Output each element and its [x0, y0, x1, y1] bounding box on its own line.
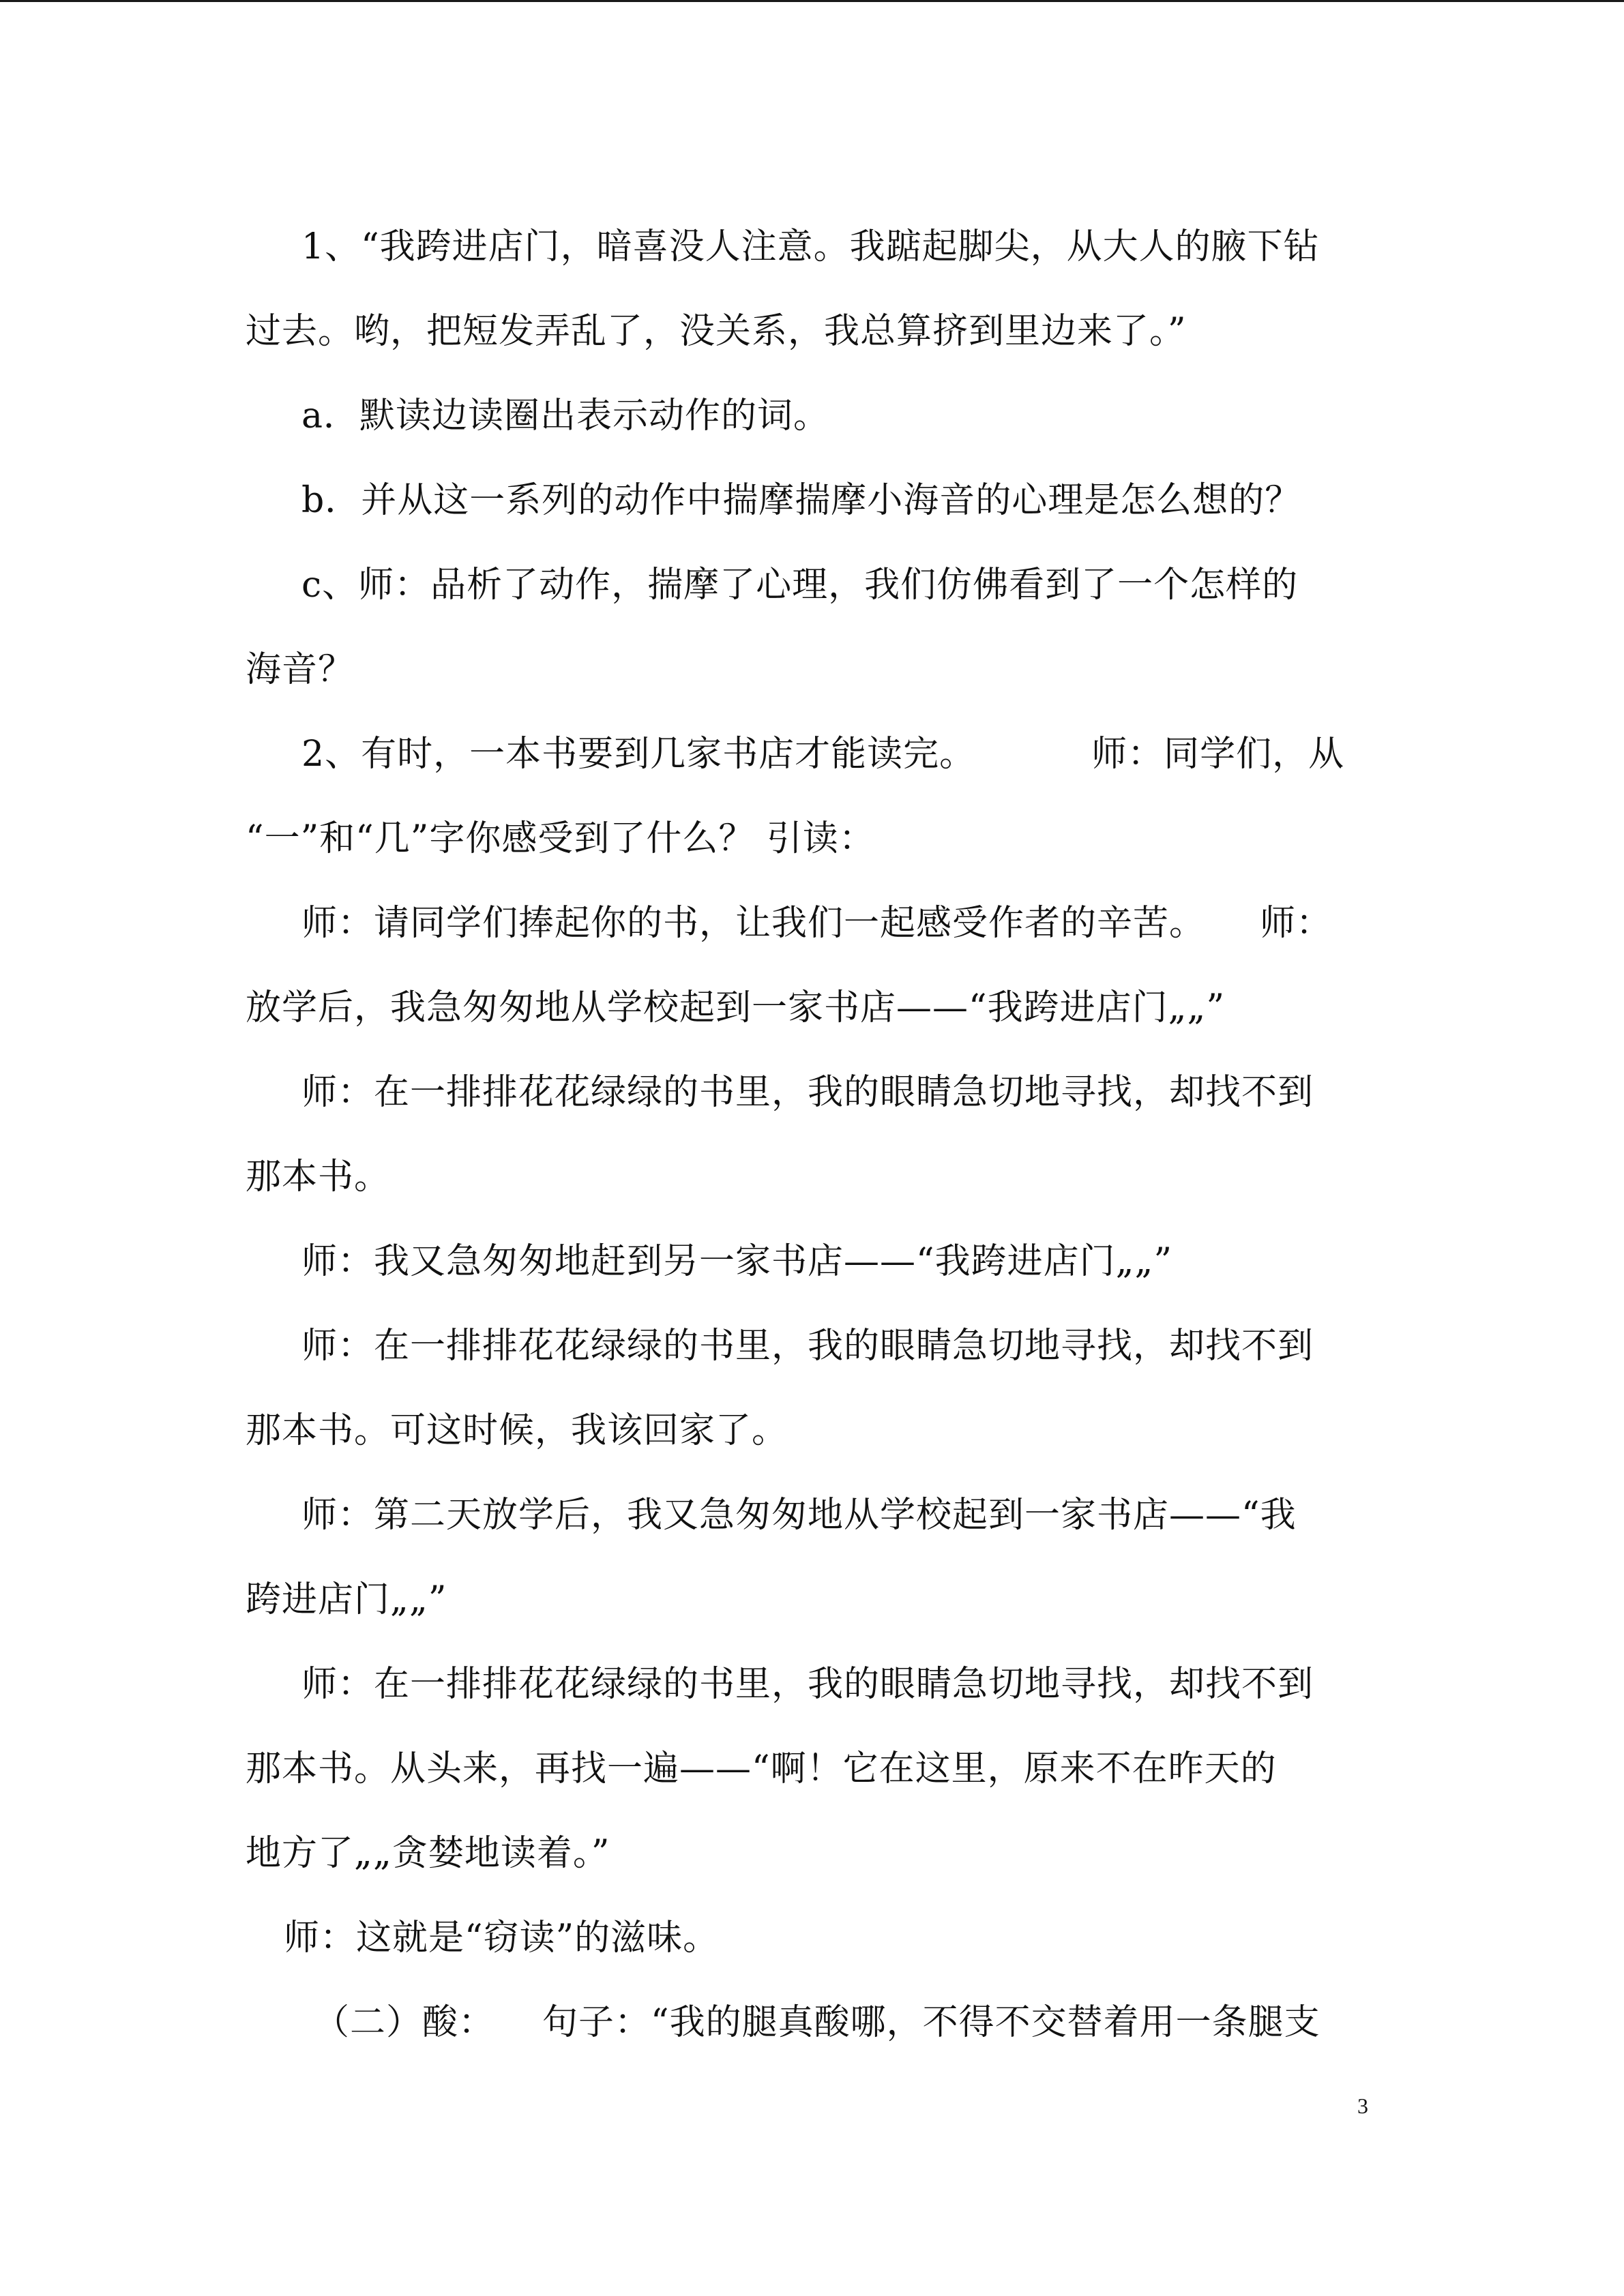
paragraph-line: 师：第二天放学后，我又急匆匆地从学校起到一家书店——“我: [301, 1495, 1297, 1536]
paragraph-segment: 师：同学们，从: [1091, 734, 1345, 775]
section-heading-line: [246, 1980, 1391, 2065]
section-heading: （二）酸：: [314, 2002, 495, 2043]
paragraph-line: 地方了„„贪婪地读着。”: [246, 1833, 610, 1874]
paragraph-line: a．默读边读圈出表示动作的词。: [301, 396, 830, 436]
paragraph-line: 那本书。可这时候，我该回家了。: [246, 1410, 788, 1451]
paragraph-segment: 师：: [1260, 903, 1333, 944]
paragraph-line: 师：这就是“窃读”的滋味。: [284, 1918, 720, 1958]
paragraph-line: 1、“我跨进店门，暗喜没人注意。我踮起脚尖，从大人的腋下钻: [301, 226, 1320, 267]
paragraph-line: 跨进店门„„”: [246, 1579, 447, 1620]
paragraph-line: 海音？: [246, 649, 355, 690]
paragraph-line: [246, 712, 1391, 796]
paragraph-segment: 师：请同学们捧起你的书，让我们一起感受作者的辛苦。: [301, 903, 1206, 944]
paragraph-line: 放学后，我急匆匆地从学校起到一家书店——“我跨进店门„„”: [246, 987, 1226, 1028]
paragraph-line: 师：在一排排花花绿绿的书里，我的眼睛急切地寻找，却找不到: [301, 1072, 1314, 1113]
paragraph-line: 师：在一排排花花绿绿的书里，我的眼睛急切地寻找，却找不到: [301, 1326, 1314, 1367]
page-number: 3: [1357, 2093, 1368, 2118]
paragraph-line: c、师：品析了动作，揣摩了心理，我们仿佛看到了一个怎样的: [301, 565, 1299, 606]
paragraph-line: 那本书。: [246, 1157, 391, 1197]
paragraph-line: b．并从这一系列的动作中揣摩揣摩小海音的心理是怎么想的？: [301, 480, 1301, 521]
paragraph-segment: 2、有时，一本书要到几家书店才能读完。: [301, 734, 976, 775]
top-border-line: [0, 0, 1624, 2]
document-body: [246, 205, 1391, 2065]
paragraph-segment: 句子：“我的腿真酸哪，不得不交替着用一条腿支: [542, 2002, 1320, 2043]
paragraph-line: 过去。哟，把短发弄乱了，没关系，我总算挤到里边来了。”: [246, 311, 1187, 352]
paragraph-line: [246, 881, 1391, 966]
paragraph-line: 师：在一排排花花绿绿的书里，我的眼睛急切地寻找，却找不到: [301, 1664, 1314, 1705]
paragraph-line: 那本书。从头来，再找一遍——“啊！它在这里，原来不在昨天的: [246, 1748, 1277, 1789]
paragraph-line: 师：我又急匆匆地赶到另一家书店——“我跨进店门„„”: [301, 1241, 1173, 1282]
paragraph-line: “一”和“几”字你感受到了什么？ 引读：: [246, 818, 875, 859]
